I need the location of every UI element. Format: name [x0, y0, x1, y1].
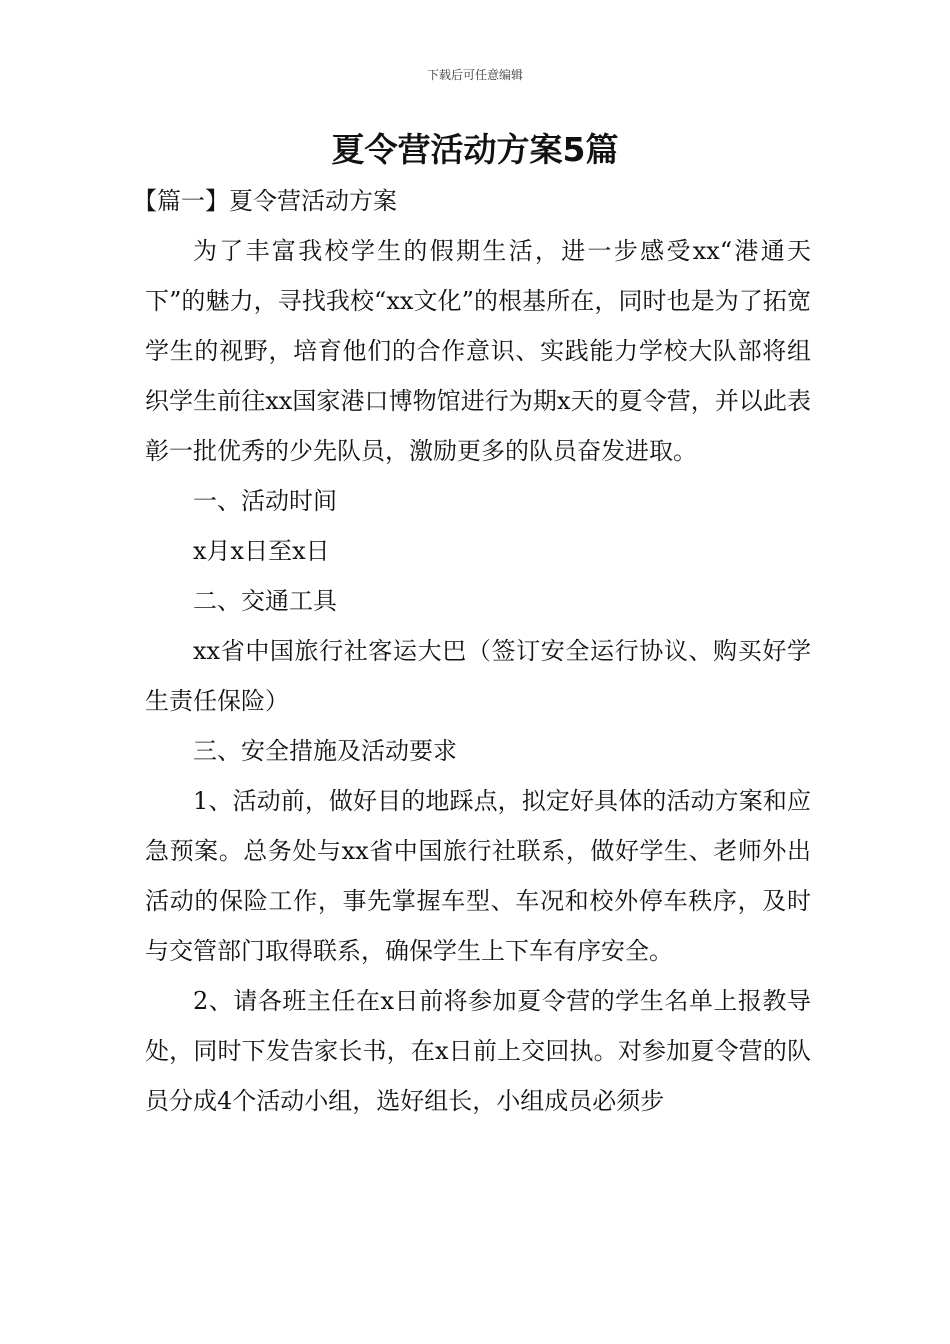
paragraph-activity-date: x月x日至x日: [193, 537, 330, 565]
document-title: 夏令营活动方案5篇: [331, 130, 619, 169]
heading-safety: 三、安全措施及活动要求: [193, 737, 457, 765]
header-note: 下载后可任意编辑: [426, 68, 523, 82]
paragraph-safety-2: 2、请各班主任在x日前将参加夏令营的学生名单上报教导处，同时下发告家长书，在x日前上交回执。对参加夏令营的队员分成4个活动小组，选好组长，小组成员必须步: [145, 987, 811, 1115]
heading-transport: 二、交通工具: [193, 587, 337, 615]
heading-activity-time: 一、活动时间: [193, 487, 337, 515]
section-title: 【篇一】夏令营活动方案: [133, 187, 397, 215]
paragraph-safety-1: 1、活动前，做好目的地踩点，拟定好具体的活动方案和应急预案。总务处与xx省中国旅行社联系，做好学生、老师外出活动的保险工作，事先掌握车型、车况和校外停车秩序，及时与交管部门取得联系，确保学生上下车有序安全。: [145, 787, 811, 965]
document-body: [133, 176, 811, 1126]
paragraph-transport: xx省中国旅行社客运大巴（签订安全运行协议、购买好学生责任保险）: [145, 637, 811, 715]
paragraph-intro: 为了丰富我校学生的假期生活，进一步感受xx“港通天下”的魅力，寻找我校“xx文化”的根基所在，同时也是为了拓宽学生的视野，培育他们的合作意识、实践能力学校大队部将组织学生前往xx国家港口博物馆进行为期x天的夏令营，并以此表彰一批优秀的少先队员，激励更多的队员奋发进取。: [145, 237, 811, 465]
